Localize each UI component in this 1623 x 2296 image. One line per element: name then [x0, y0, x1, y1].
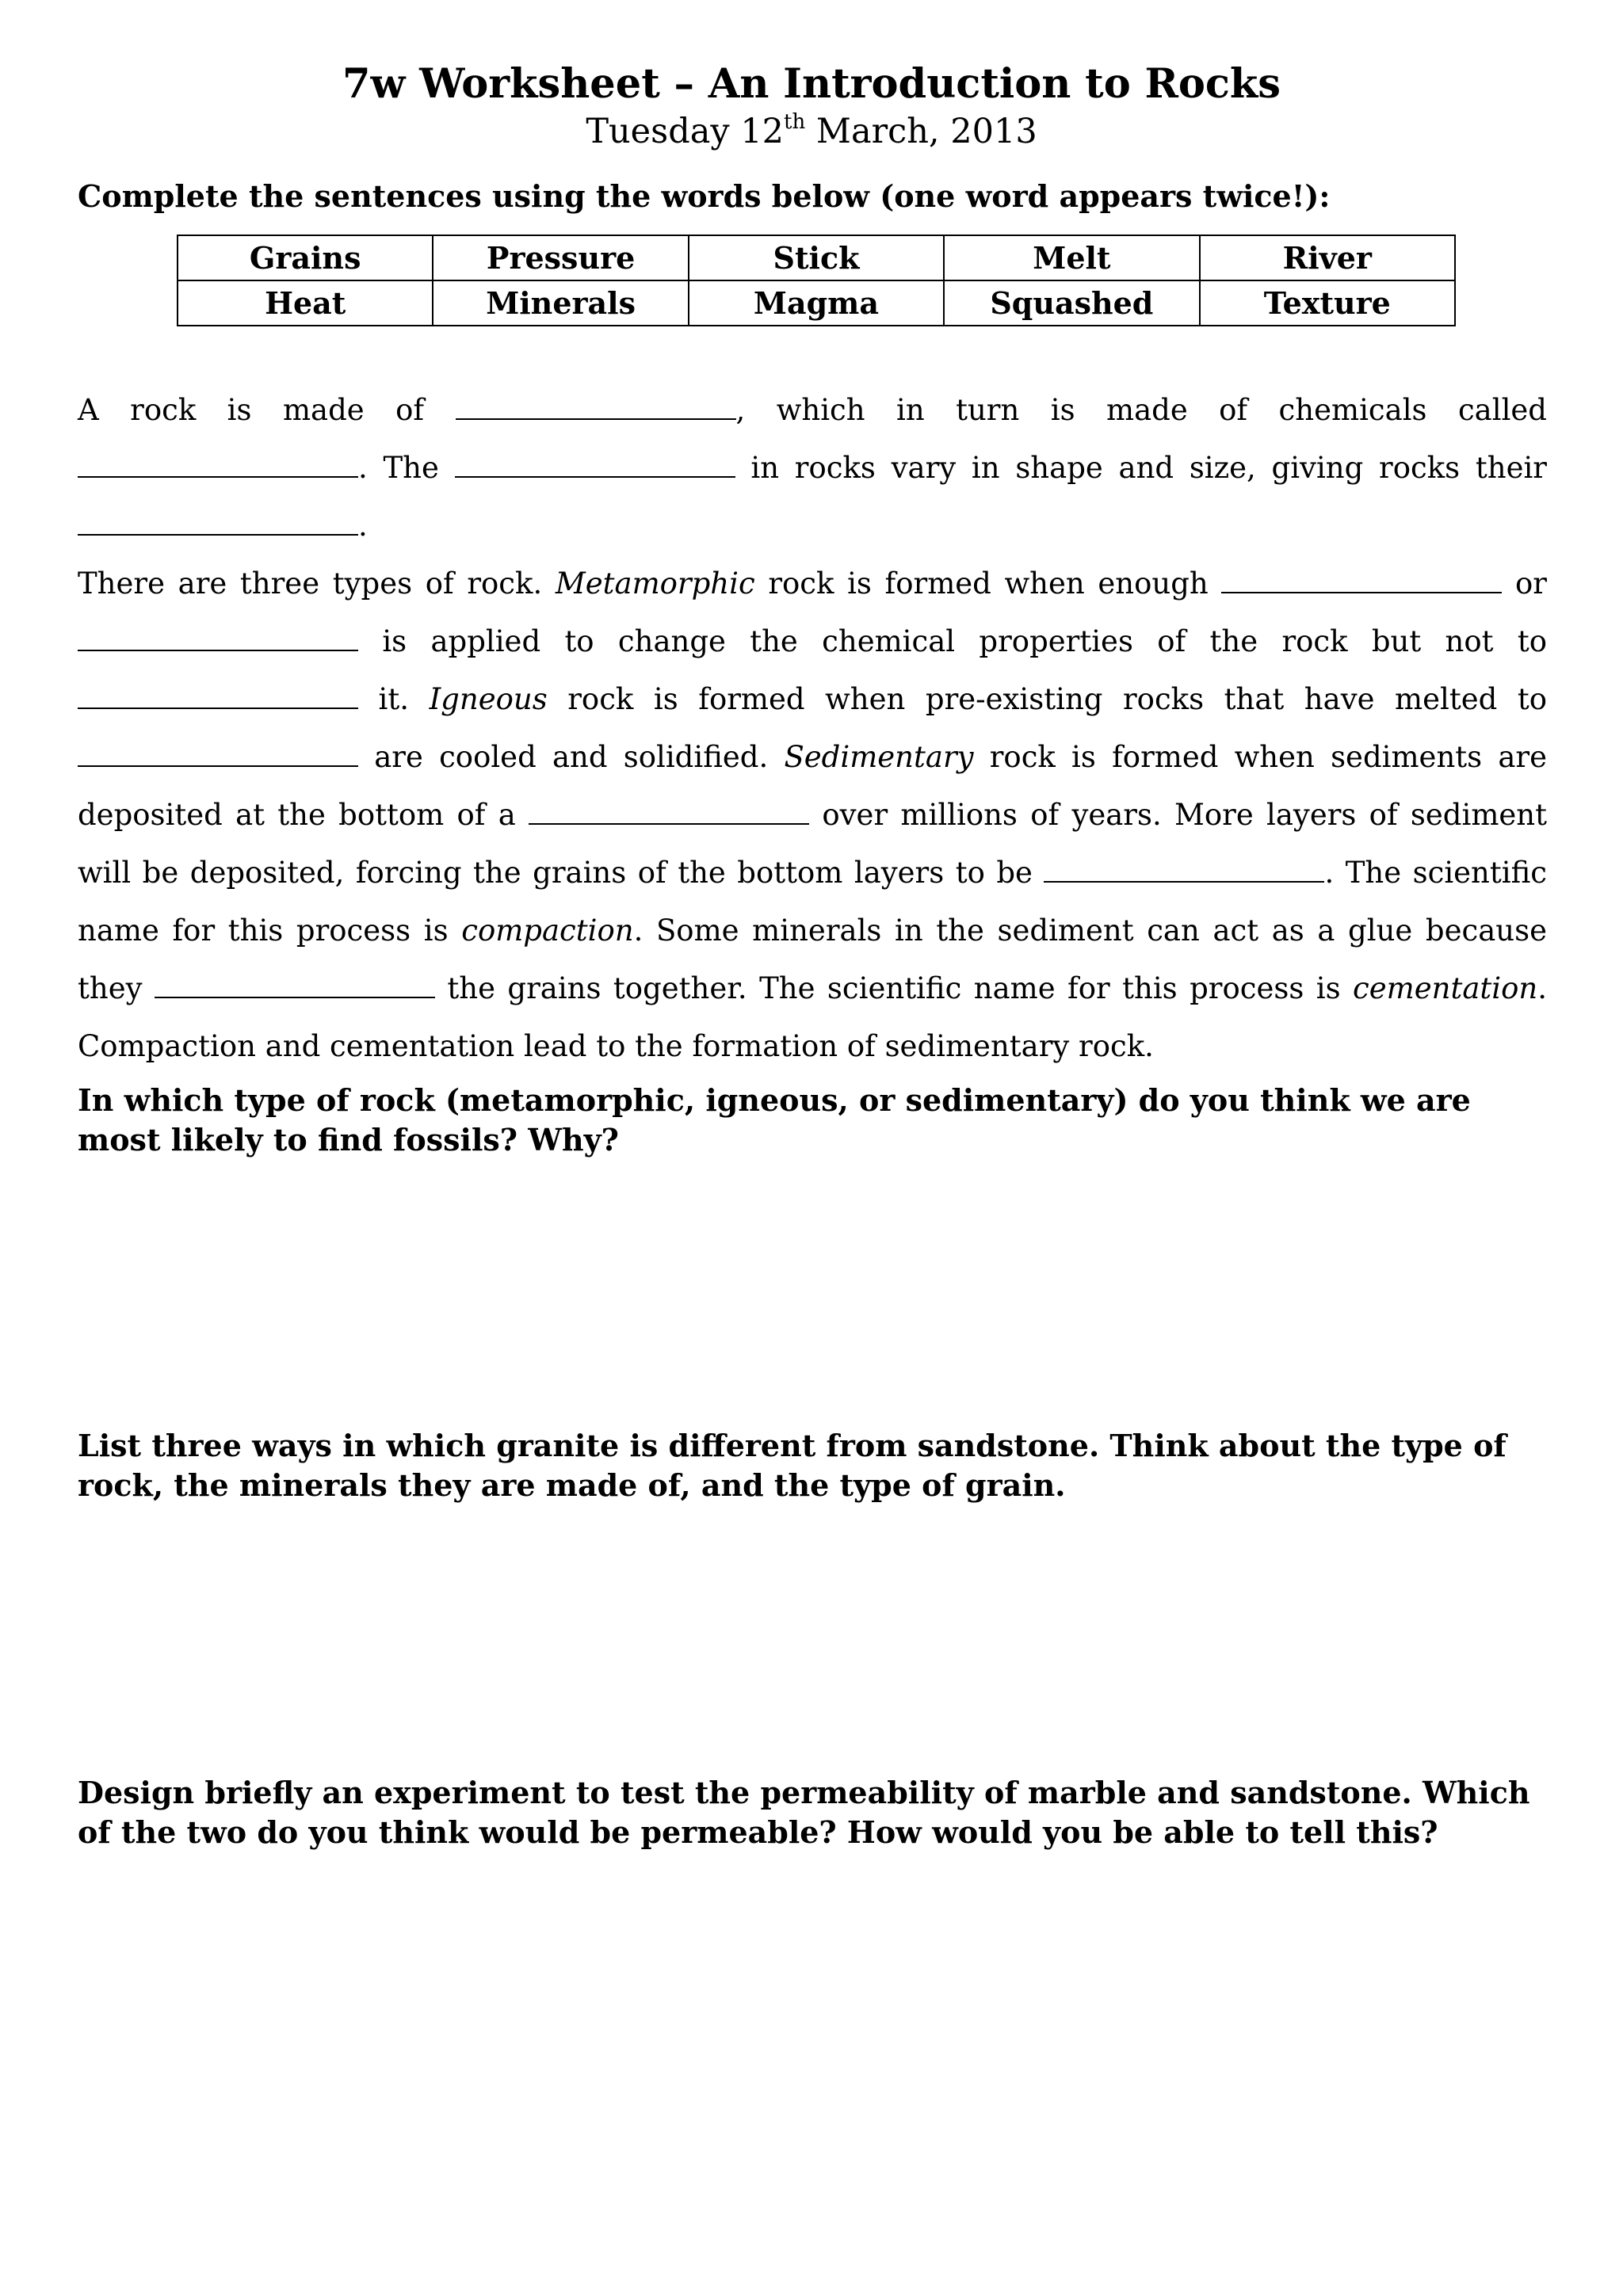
passage-text: rock is formed when sediments are deposited at the bottom of a: [78, 740, 1547, 832]
date-prefix: Tuesday 12: [586, 112, 785, 151]
passage-text: .: [358, 509, 368, 543]
passage-text: . Some minerals in the sediment can act as a glue because they: [78, 913, 1547, 1005]
passage-paragraph: [78, 555, 1547, 1075]
passage-text: over millions of years. More layers of sediment will be deposited, forcing the grains of the bottom layers to be: [78, 798, 1548, 890]
passage-text: rock is formed when pre-existing rocks that have melted to: [547, 682, 1547, 716]
cloze-passage: [78, 381, 1547, 1075]
answer-blank[interactable]: [456, 416, 736, 420]
passage-text: . The scientific name for this process is: [78, 856, 1547, 948]
passage-emphasis: Sedimentary: [784, 740, 974, 774]
word-bank-cell: Minerals: [433, 280, 688, 326]
passage-emphasis: Igneous: [429, 682, 548, 716]
question-granite-sandstone: List three ways in which granite is different from sandstone. Think about the type of rock, the minerals they are made of, and the type of grain.: [78, 1428, 1507, 1503]
passage-text: A rock is made of: [78, 393, 456, 427]
answer-blank[interactable]: [78, 763, 358, 767]
answer-blank[interactable]: [78, 705, 358, 709]
passage-emphasis: compaction: [461, 913, 634, 948]
word-bank-cell: Squashed: [944, 280, 1199, 326]
answer-blank[interactable]: [455, 474, 735, 478]
worksheet-date: [0, 108, 1623, 155]
passage-text: the grains together. The scientific name for this process is: [434, 971, 1354, 1005]
answer-blank[interactable]: [1221, 589, 1502, 593]
passage-paragraph: [78, 381, 1547, 555]
answer-blank[interactable]: [155, 994, 435, 998]
answer-blank[interactable]: [78, 647, 358, 651]
passage-text: There are three types of rock.: [78, 566, 556, 601]
answer-blank[interactable]: [1044, 879, 1324, 883]
passage-text: is applied to change the chemical properties of the rock but not to: [358, 624, 1547, 658]
question-permeability: Design briefly an experiment to test the permeability of marble and sandstone. Which of the two do you think would be permeable? How would you be able to tell this?: [78, 1775, 1530, 1850]
passage-text: , which in turn is made of chemicals called: [735, 393, 1547, 427]
word-bank-row: [178, 280, 1455, 326]
passage-text: in rocks vary in shape and size, giving rocks their: [735, 451, 1547, 485]
answer-blank[interactable]: [78, 474, 358, 478]
word-bank-cell: Heat: [178, 280, 433, 326]
worksheet-title: 7w Worksheet – An Introduction to Rocks: [342, 60, 1281, 108]
word-bank-cell: Grains: [178, 235, 433, 280]
word-bank-cell: Melt: [944, 235, 1199, 280]
passage-emphasis: cementation: [1353, 971, 1538, 1005]
answer-blank[interactable]: [78, 532, 358, 536]
word-bank-row: [178, 235, 1455, 280]
question-fossils: In which type of rock (metamorphic, igneous, or sedimentary) do you think we are most likely to find fossils? Why?: [78, 1082, 1471, 1158]
word-bank-cell: River: [1200, 235, 1455, 280]
date-ordinal-suffix: th: [784, 110, 806, 134]
passage-text: it.: [358, 682, 430, 716]
instruction-text: Complete the sentences using the words below (one word appears twice!):: [78, 178, 1331, 214]
word-bank-cell: Texture: [1200, 280, 1455, 326]
answer-blank[interactable]: [529, 821, 809, 825]
passage-text: . The: [358, 451, 455, 485]
passage-text: are cooled and solidified.: [358, 740, 785, 774]
word-bank-cell: Pressure: [433, 235, 688, 280]
passage-text: rock is formed when enough: [754, 566, 1222, 601]
date-suffix: March, 2013: [805, 112, 1037, 151]
passage-text: or: [1502, 566, 1547, 601]
passage-emphasis: Metamorphic: [555, 566, 755, 601]
word-bank-cell: Stick: [689, 235, 944, 280]
word-bank-table: [177, 235, 1456, 326]
word-bank-cell: Magma: [689, 280, 944, 326]
passage-text: . Compaction and cementation lead to the formation of sedimentary rock.: [78, 971, 1547, 1063]
